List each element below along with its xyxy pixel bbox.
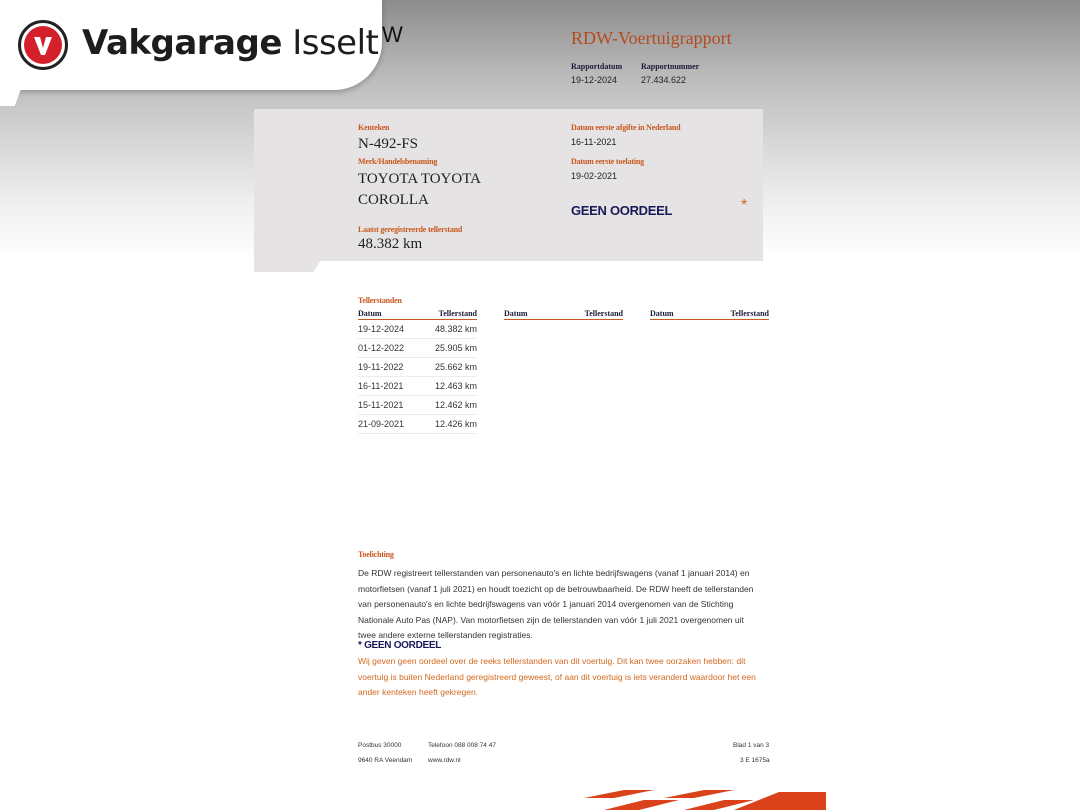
footer-postbus: Postbus 30000 [358,742,402,749]
explanation-line: van personenauto's en lichte bedrijfswagens van vóór 1 januari 2014 overgenomen van de Stichting [358,599,734,609]
report-document [254,0,826,810]
table-row [358,396,477,415]
verdict-badge: GEEN OORDEEL [571,203,673,218]
report-number-value: 27.434.622 [641,75,687,85]
row-km: 12.426 km [420,415,477,434]
footer-website[interactable]: www.rdw.nl [428,757,461,764]
first-admission-label: Datum eerste toelating [571,157,644,166]
verdict-line: voertuig is buiten Nederland geregistreerd geweest, of aan dit voertuig is iets veranderd waardoor het een [358,671,756,682]
readings-section-title: Tellerstanden [358,296,402,305]
explanation-line: Nationale Auto Pas (NAP). Van motorfietsen zijn de tellerstanden van vóór 1 juli 2021 overgenomen uit [358,614,744,625]
col-reading-header: Tellerstand [420,309,477,320]
row-km: 48.382 km [420,320,477,339]
readings-table-1 [358,309,477,434]
verdict-asterisk-icon: * [741,197,748,214]
explanation-line: twee andere externe tellerstanden registraties. [358,630,533,640]
first-nl-value: 16-11-2021 [571,137,617,147]
make-line-1: TOYOTA TOYOTA [358,171,482,187]
footer-page-number: Blad 1 van 3 [733,742,770,749]
verdict-explanation [358,654,768,701]
odometer-label: Laatst geregistreerde tellerstand [358,225,463,234]
verdict-heading: * GEEN OORDEEL [358,640,442,651]
col-reading-header: Tellerstand [549,309,623,320]
first-admission-value: 19-02-2021 [571,171,618,181]
footer-postcode: 9640 RA Veendam [358,757,413,764]
row-date: 19-11-2022 [358,358,420,377]
row-date: 01-12-2022 [358,339,420,358]
table-row [358,415,477,434]
first-nl-label: Datum eerste afgifte in Nederland [571,123,681,132]
row-date: 19-12-2024 [358,320,420,339]
row-km: 25.905 km [420,339,477,358]
explanation-line: motorfietsen (vanaf 1 juli 2021) en houdt toezicht op de betrouwbaarheid. De RDW heeft de tellerstanden [358,583,754,594]
report-number-label: Rapportnummer [641,62,700,71]
col-date-header: Datum [650,309,695,320]
vehicle-summary-panel [254,109,763,261]
row-km: 12.462 km [420,396,477,415]
col-date-header: Datum [358,309,420,320]
col-reading-header: Tellerstand [695,309,769,320]
explanation-title: Toelichting [358,550,394,559]
verdict-line: Wij geven geen oordeel over de reeks tellerstanden van dit voertuig. Dit kan twee oorzaken hebben: dit [358,656,746,666]
row-date: 16-11-2021 [358,377,420,396]
footer-phone: Telefoon 088 008 74 47 [428,742,496,749]
panel-tab-shape [254,255,324,272]
plate-label: Kenteken [358,123,390,132]
report-title: RDW-Voertuigrapport [571,28,732,48]
plate-value: N-492-FS [358,136,419,152]
make-label: Merk/Handelsbenaming [358,157,438,166]
row-km: 12.463 km [420,377,477,396]
readings-table-3 [650,309,769,320]
row-date: 21-09-2021 [358,415,420,434]
brand-logo-icon [18,20,68,70]
brand-name: Vakgarage Isselt [82,23,379,63]
obscured-header-text: W [382,22,403,47]
report-date-label: Rapportdatum [571,62,623,71]
explanation-body [358,566,768,644]
table-row [358,377,477,396]
table-row [358,320,477,339]
footer-document-code: 3 E 1675a [740,757,770,764]
report-date-value: 19-12-2024 [571,75,618,85]
row-date: 15-11-2021 [358,396,420,415]
table-row [358,358,477,377]
make-line-2: COROLLA [358,192,429,208]
row-km: 25.662 km [420,358,477,377]
table-row [358,339,477,358]
rdw-chevron-decoration-icon [584,788,826,810]
verdict-line: ander kenteken heeft gekregen. [358,687,479,697]
odometer-value: 48.382 km [358,236,423,252]
readings-table-2 [504,309,623,320]
explanation-line: De RDW registreert tellerstanden van personenauto's en lichte bedrijfswagens (vanaf 1 januari 2014) en [358,568,750,578]
col-date-header: Datum [504,309,549,320]
